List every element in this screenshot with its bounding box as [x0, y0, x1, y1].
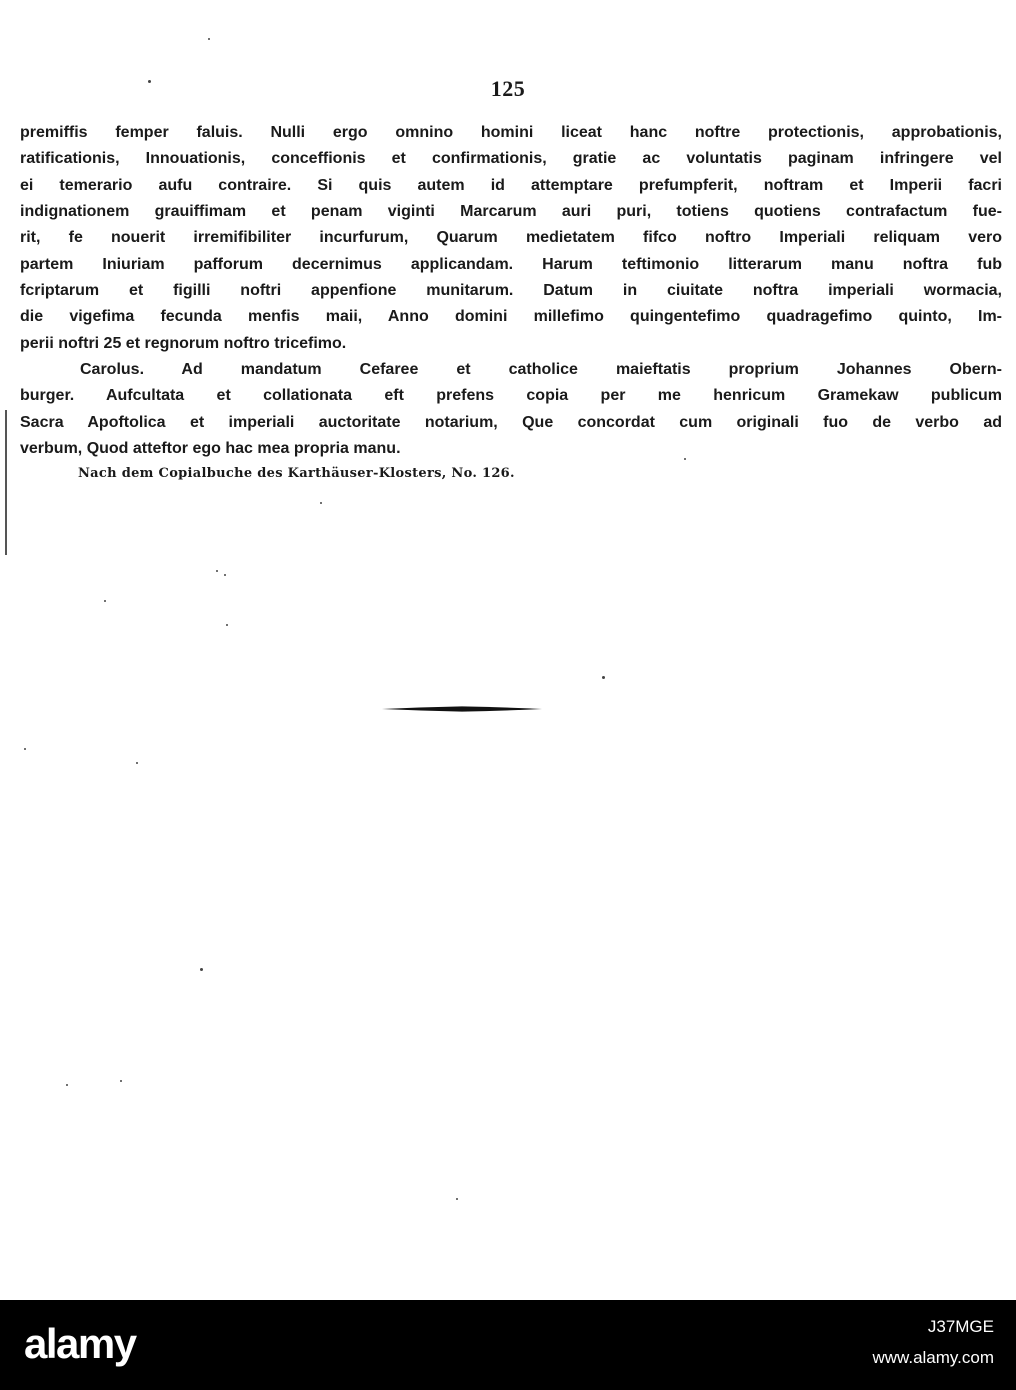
- scan-speck: [200, 968, 203, 971]
- body-line: perii noftri 25 et regnorum noftro tricefimo.: [20, 334, 347, 352]
- body-line: partem Iniuriam pafforum decernimus applicandam. Harum teftimonio litterarum manu noftra fub: [20, 255, 1002, 273]
- scan-speck: [224, 574, 226, 576]
- scan-speck: [456, 1198, 458, 1200]
- scan-speck: [226, 624, 228, 626]
- scan-speck: [24, 748, 26, 750]
- body-line: indignationem grauiffimam et penam viginti Marcarum auri puri, totiens quotiens contrafactum fue-: [20, 203, 1002, 221]
- body-line: rit, fe nouerit irremifibiliter incurfurum, Quarum medietatem fifco noftro Imperiali reliquam vero: [20, 229, 1002, 247]
- scan-speck: [136, 762, 138, 764]
- scan-speck: [120, 1080, 122, 1082]
- closing-line: burger. Aufcultata et collationata eft prefens copia per me henricum Gramekaw publicum: [20, 387, 1002, 405]
- watermark-image-id: J37MGE: [927, 1317, 994, 1336]
- scan-speck: [148, 80, 151, 83]
- watermark-logo: alamy: [24, 1320, 136, 1367]
- scan-speck: [208, 38, 210, 40]
- closing-line: Sacra Apoftolica et imperiali auctoritate notarium, Que concordat cum originali fuo de verbo ad: [20, 413, 1002, 431]
- body-line: ei temerario aufu contraire. Si quis autem id attemptare prefumpferit, noftram et Imperii facri: [20, 176, 1002, 194]
- scan-margin-line: [5, 410, 7, 555]
- body-line: die vigefima fecunda menfis maii, Anno domini millefimo quingentefimo quadragefimo quinto, Im-: [20, 308, 1002, 326]
- watermark-banner: [0, 1300, 1016, 1390]
- page-number: 125: [490, 76, 526, 101]
- closing-line: verbum, Quod atteftor ego hac mea propria manu.: [20, 440, 401, 458]
- source-note: Nach dem Copialbuche des Karthäuser-Klosters, No. 126.: [78, 466, 515, 481]
- scan-speck: [104, 600, 106, 602]
- scan-speck: [66, 1084, 68, 1086]
- body-line: premiffis femper faluis. Nulli ergo omnino homini liceat hanc noftre protectionis, approbationis,: [20, 124, 1002, 141]
- scan-speck: [602, 676, 605, 679]
- body-line: fcriptarum et figilli noftri appenfione munitarum. Datum in ciuitate noftra imperiali wormacia,: [20, 282, 1002, 300]
- scan-speck: [684, 458, 686, 460]
- watermark-url: www.alamy.com: [872, 1348, 994, 1367]
- scan-speck: [216, 570, 218, 572]
- closing-line: Carolus. Ad mandatum Cefaree et catholice maieftatis proprium Johannes Obern-: [80, 361, 1002, 379]
- scan-speck: [320, 502, 322, 504]
- body-line: ratificationis, Innouationis, conceffionis et confirmationis, gratie ac voluntatis paginam infringere vel: [20, 150, 1002, 168]
- section-divider: [382, 706, 542, 712]
- document-body: [20, 120, 1002, 462]
